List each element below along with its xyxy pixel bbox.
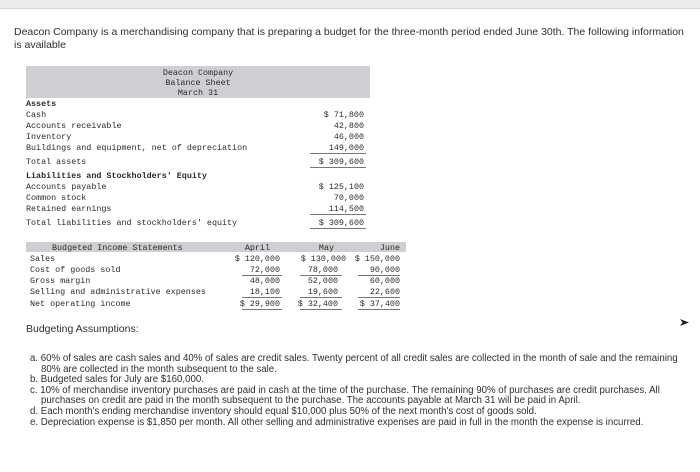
is-cell: 48,000: [249, 276, 280, 286]
total-assets-value: $ 309,600: [318, 157, 364, 167]
is-cell: 52,000: [307, 276, 338, 286]
sum-rule: [310, 153, 366, 154]
total-rule: [242, 309, 282, 310]
total-rule: [310, 167, 366, 168]
is-cell: 78,000: [307, 265, 338, 275]
bs-row-value: 46,000: [333, 132, 364, 142]
month-header: April: [244, 243, 270, 253]
statement-name: Balance Sheet: [165, 78, 231, 88]
assumption-item: b. Budgeted sales for July are $160,000.: [30, 374, 204, 386]
bs-row-label: Buildings and equipment, net of depreciation: [26, 143, 248, 153]
total-assets-label: Total assets: [26, 157, 87, 167]
is-cell: 60,000: [369, 276, 400, 286]
assumptions-list: [30, 354, 690, 428]
is-row-label: Gross margin: [30, 276, 91, 286]
is-cell: $ 29,900: [239, 299, 280, 309]
is-cell: 90,000: [369, 265, 400, 275]
is-cell: 72,000: [249, 265, 280, 275]
sum-rule: [242, 297, 282, 298]
bs-liab-value: 114,500: [328, 204, 364, 214]
sum-rule: [300, 297, 342, 298]
is-row-label: Cost of goods sold: [30, 265, 121, 275]
cursor-arrow-icon: [680, 318, 689, 327]
is-cell: $ 120,000: [234, 254, 280, 264]
is-cell: $ 32,400: [297, 299, 338, 309]
total-rule: [358, 309, 400, 310]
bs-liab-value: $ 125,100: [318, 182, 364, 192]
bs-liab-label: Common stock: [26, 193, 87, 203]
is-cell: $ 37,400: [359, 299, 400, 309]
is-cell: 19,600: [307, 287, 338, 297]
total-liabilities-label: Total liabilities and stockholders' equity: [26, 218, 238, 228]
sum-rule: [358, 297, 400, 298]
is-row-label: Net operating income: [30, 299, 131, 309]
income-statement-title: Budgeted Income Statements: [52, 243, 183, 253]
sum-rule: [310, 214, 366, 215]
is-row-label: Sales: [30, 254, 56, 264]
liabilities-heading: Liabilities and Stockholders' Equity: [26, 171, 207, 181]
bs-row-value: $ 71,800: [323, 110, 364, 120]
month-header: June: [379, 243, 400, 253]
assumption-item: e. Depreciation expense is $1,850 per month. All other selling and administrative expenses are paid in full in the month the expense is incurred.: [30, 416, 644, 428]
balance-sheet-header: [26, 66, 370, 98]
intro-text: Deacon Company is a merchandising company that is preparing a budget for the three-month period ended June 30th. The following information is available: [14, 26, 684, 51]
bs-row-value: 42,800: [333, 121, 364, 131]
is-cell: 22,600: [369, 287, 400, 297]
assumption-item: c. 10% of merchandise inventory purchases are paid in cash at the time of the purchase. The remaining 90% of purchases are credit purchases. All purchases on credit are paid in the month subsequent to the purchase. The accounts payable at March 31 will be paid in April.: [30, 384, 660, 407]
is-cell: $ 150,000: [354, 254, 400, 264]
bs-liab-label: Retained earnings: [26, 204, 112, 214]
statement-date: March 31: [177, 88, 219, 98]
is-row-label: Selling and administrative expenses: [30, 287, 206, 297]
is-cell: 18,100: [249, 287, 280, 297]
total-rule: [310, 228, 366, 229]
total-liabilities-value: $ 309,600: [318, 218, 364, 228]
assets-heading: Assets: [26, 99, 57, 109]
bs-liab-label: Accounts payable: [26, 182, 107, 192]
month-header: May: [318, 243, 334, 253]
is-cell: $ 130,000: [300, 254, 346, 264]
total-rule: [300, 309, 342, 310]
company-name: Deacon Company: [162, 68, 234, 78]
bs-row-label: Cash: [26, 110, 47, 120]
assumptions-title: Budgeting Assumptions:: [26, 323, 139, 335]
bs-row-label: Accounts receivable: [26, 121, 122, 131]
bs-liab-value: 70,000: [333, 193, 364, 203]
window-top-edge: [0, 0, 700, 9]
bs-row-value: 149,000: [328, 143, 364, 153]
bs-row-label: Inventory: [26, 132, 72, 142]
assumption-item: d. Each month's ending merchandise inventory should equal $10,000 plus 50% of the next month's cost of goods sold.: [30, 405, 537, 417]
assumption-item: a. 60% of sales are cash sales and 40% of sales are credit sales. Twenty percent of all credit sales are collected in the month of sale and the remaining 80% are collected in the month subsequent to the sale.: [30, 353, 678, 375]
